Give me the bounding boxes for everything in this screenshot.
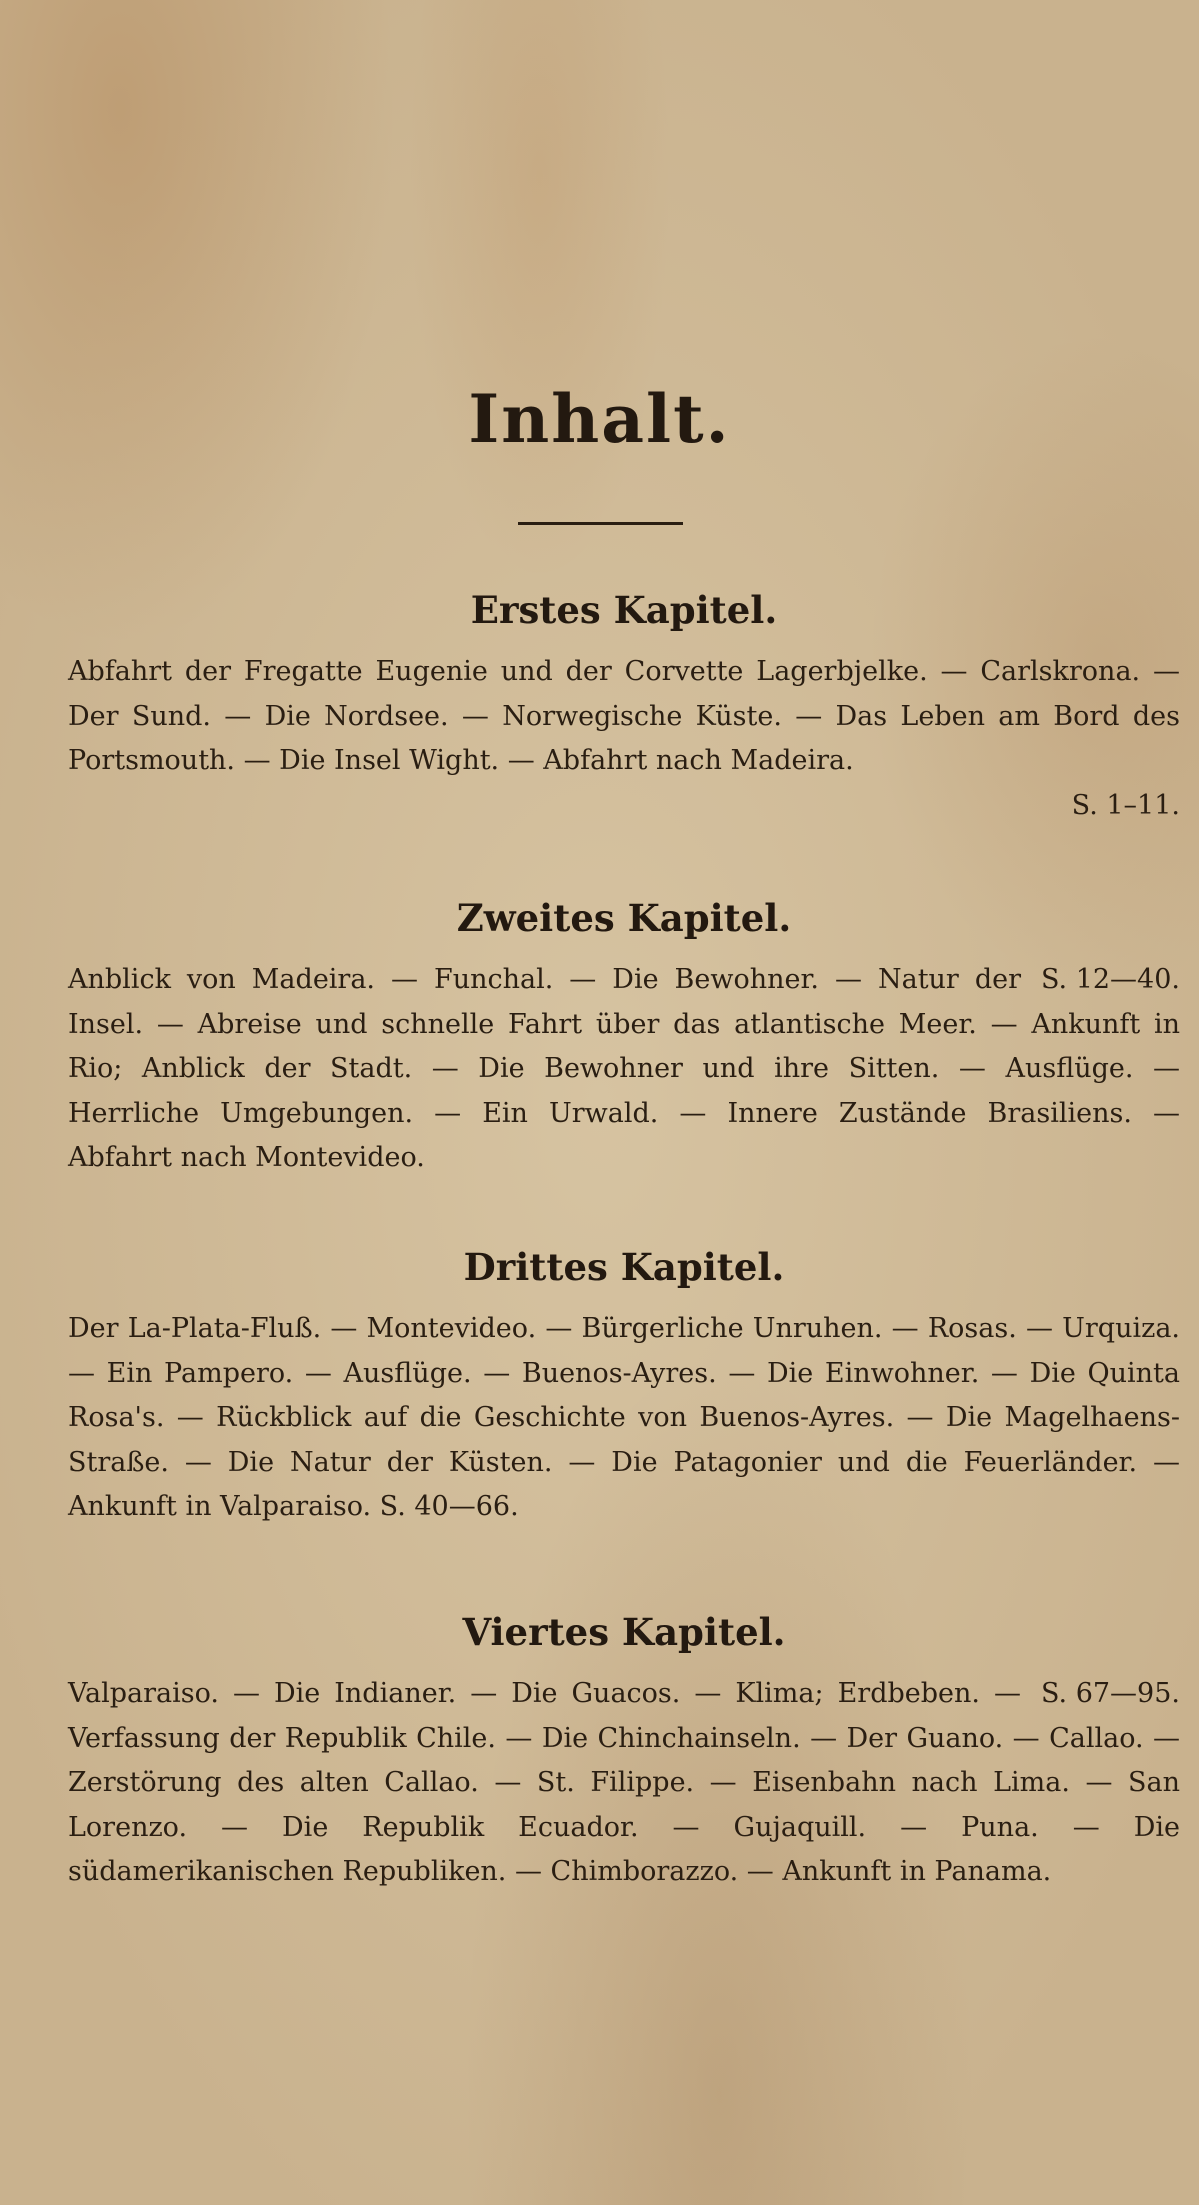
chapter-pages: S. 67—95. bbox=[1041, 1678, 1180, 1709]
chapter-pages: S. 40—66. bbox=[379, 1491, 519, 1522]
chapter-summary-text: Der La-Plata-Fluß. — Montevideo. — Bürgerliche Unruhen. — Rosas. — Urquiza. — Ein Pampero. — Ausflüge. — Buenos-Ayres. — Die Einwohner. — Die Quinta Rosa's. — Rückblick auf die Geschichte von Buenos-Ayres. — Die Magelhaens-Straße. — Die Natur der Küsten. — Die Patagonier und die Feuerländer. — Ankunft in Valparaiso. bbox=[68, 1313, 1180, 1522]
chapter-summary-text: Valparaiso. — Die Indianer. — Die Guacos. — Klima; Erdbeben. — Verfassung der Republik Chile. — Die Chinchainseln. — Der Guano. — Callao. — Zerstörung des alten Callao. — St. Filippe. — Eisenbahn nach Lima. — San Lorenzo. — Die Republik Ecuador. — Gujaquill. — Puna. — Die südamerikanischen Republiken. — Chimborazzo. — Ankunft in Panama. bbox=[68, 1678, 1180, 1887]
chapter-4 bbox=[68, 1610, 1180, 1895]
chapter-heading: Zweites Kapitel. bbox=[456, 896, 792, 940]
chapter-pages: S. 12—40. bbox=[1041, 964, 1180, 995]
chapter-3 bbox=[68, 1245, 1180, 1530]
chapter-summary bbox=[68, 1672, 1180, 1895]
chapter-summary-text: Anblick von Madeira. — Funchal. — Die Bewohner. — Natur der Insel. — Abreise und schnelle Fahrt über das atlantische Meer. — Ankunft in Rio; Anblick der Stadt. — Die Bewohner und ihre Sitten. — Ausflüge. — Herrliche Umgebungen. — Ein Urwald. — Innere Zustände Brasiliens. — Abfahrt nach Montevideo. bbox=[68, 964, 1180, 1173]
chapter-pages: S. 1–11. bbox=[1071, 789, 1180, 821]
chapter-1 bbox=[68, 588, 1180, 828]
chapter-2 bbox=[68, 896, 1180, 1181]
chapter-summary-text: Abfahrt der Fregatte Eugenie und der Corvette Lagerbjelke. — Carlskrona. — Der Sund. — Die Nordsee. — Norwegische Küste. — Das Leben am Bord des Portsmouth. — Die Insel Wight. — Abfahrt nach Madeira. bbox=[68, 656, 1180, 776]
chapter-heading: Viertes Kapitel. bbox=[462, 1610, 786, 1654]
chapter-summary bbox=[68, 650, 1180, 784]
page-title: Inhalt. bbox=[468, 380, 731, 458]
chapter-summary bbox=[68, 958, 1180, 1181]
chapter-heading: Erstes Kapitel. bbox=[470, 588, 778, 632]
chapter-summary bbox=[68, 1307, 1180, 1530]
chapter-heading: Drittes Kapitel. bbox=[463, 1245, 785, 1289]
title-divider bbox=[518, 522, 683, 525]
